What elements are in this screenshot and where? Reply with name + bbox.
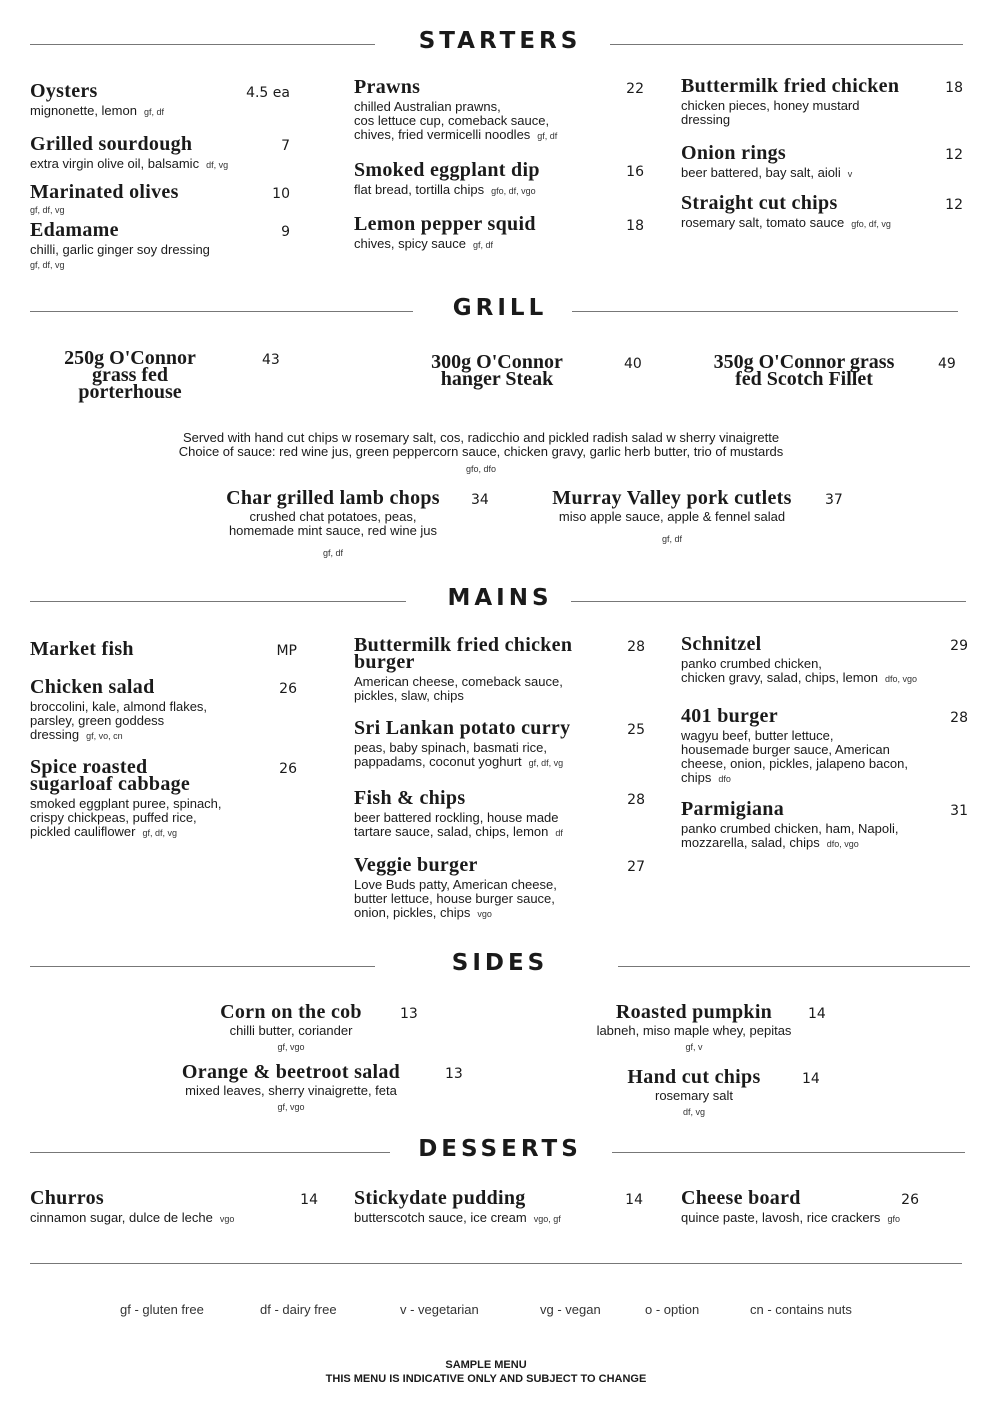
item-price: 25 — [627, 722, 645, 738]
item-name: Churros — [30, 1187, 104, 1209]
description-line — [681, 166, 963, 181]
item-price: 12 — [945, 197, 963, 213]
description-line — [30, 811, 297, 825]
dietary-tags: dfo, vgo — [885, 674, 918, 684]
sides-item — [161, 1001, 421, 1052]
description-line — [354, 741, 645, 755]
description-text: chilli, garlic ginger soy dressing — [30, 242, 210, 257]
description-text: quince paste, lavosh, rice crackers — [681, 1210, 881, 1225]
description-text: chicken pieces, honey mustard — [681, 98, 860, 113]
dietary-tags: vgo — [219, 1214, 235, 1224]
description-line — [354, 689, 645, 703]
item-name: Edamame — [30, 219, 119, 241]
description-line — [354, 811, 645, 825]
item-description — [681, 822, 968, 851]
description-text: onion, pickles, chips — [354, 905, 471, 920]
description-text: peas, baby spinach, basmati rice, — [354, 740, 547, 755]
mains-item — [681, 798, 968, 851]
description-text: mozzarella, salad, chips — [681, 835, 820, 850]
description-text: extra virgin olive oil, balsamic — [30, 156, 200, 171]
description-line — [30, 714, 297, 728]
item-description — [681, 657, 968, 686]
sides-item — [564, 1066, 824, 1117]
grill-item — [507, 487, 837, 544]
item-name: Murray Valley pork cutlets — [552, 487, 792, 509]
description-text: beer battered, bay salt, aioli — [681, 165, 841, 180]
item-name: Smoked eggplant dip — [354, 159, 540, 181]
description-text: butterscotch sauce, ice cream — [354, 1210, 527, 1225]
description-text: chicken gravy, salad, chips, lemon — [681, 670, 879, 685]
description-text: dressing — [30, 727, 80, 742]
item-name: Veggie burger — [354, 854, 478, 876]
steak-name: 250g O'Connor grass fed porterhouse — [64, 347, 196, 403]
legend-item: vg - vegan — [540, 1302, 601, 1317]
description-line — [30, 243, 290, 257]
item-price: 4.5 ea — [246, 85, 290, 101]
description-line — [354, 100, 644, 114]
mains-item — [30, 756, 297, 840]
item-description — [681, 729, 968, 786]
description-line: crushed chat potatoes, peas, — [249, 509, 417, 524]
description-line — [681, 671, 968, 686]
description-line — [354, 1211, 643, 1226]
description-line — [681, 1211, 919, 1226]
sides-item — [564, 1001, 824, 1052]
description-line — [681, 771, 968, 786]
section-divider — [30, 966, 375, 967]
item-description — [354, 237, 644, 252]
item-price: 29 — [950, 638, 968, 654]
item-description — [354, 183, 644, 198]
item-description — [30, 243, 290, 257]
description-line — [354, 237, 644, 252]
section-divider — [30, 44, 375, 45]
item-name: Corn on the cob — [220, 1001, 362, 1023]
dietary-tags: gf, df, vg — [142, 828, 178, 838]
item-description — [161, 1024, 421, 1038]
dietary-tags: gf, df — [143, 107, 164, 117]
description-line — [681, 729, 968, 743]
section-divider — [618, 966, 970, 967]
item-price: 7 — [281, 138, 290, 154]
item-description — [151, 1084, 431, 1098]
item-name: Hand cut chips — [627, 1066, 761, 1088]
item-name: Sri Lankan potato curry — [354, 717, 571, 739]
item-description — [30, 104, 290, 119]
item-name: Char grilled lamb chops — [226, 487, 440, 509]
item-price: 18 — [626, 218, 644, 234]
description-text: Love Buds patty, American cheese, — [354, 877, 557, 892]
description-text: housemade burger sauce, American — [681, 742, 890, 757]
starters-item — [30, 80, 290, 119]
section-divider — [30, 1152, 390, 1153]
description-line — [30, 700, 297, 714]
item-name: Prawns — [354, 76, 421, 98]
description-text: tartare sauce, salad, chips, lemon — [354, 824, 549, 839]
dietary-tags: df, vg — [206, 160, 229, 170]
steak-name: 350g O'Connor grass fed Scotch Fillet — [713, 351, 895, 390]
dietary-tags: gf, vo, cn — [86, 731, 123, 741]
item-price: 13 — [445, 1066, 463, 1082]
legend-item: v - vegetarian — [400, 1302, 479, 1317]
item-name: Grilled sourdough — [30, 133, 193, 155]
legend-item: o - option — [645, 1302, 700, 1317]
description-text: cinnamon sugar, dulce de leche — [30, 1210, 213, 1225]
starters-item — [30, 219, 290, 270]
desserts-item — [354, 1187, 643, 1226]
description-line: labneh, miso maple whey, pepitas — [596, 1023, 792, 1038]
dietary-tags: gf, df — [537, 131, 558, 141]
item-price: 34 — [471, 492, 489, 508]
section-title-starters: STARTERS — [418, 28, 582, 54]
steak-price: 40 — [624, 356, 642, 372]
starters-item — [354, 76, 644, 143]
item-name: Roasted pumpkin — [615, 1001, 773, 1023]
description-line — [681, 757, 968, 771]
starters-item — [354, 159, 644, 198]
description-line — [30, 825, 297, 840]
dietary-tags: gf, df, vg — [30, 205, 65, 215]
starters-item — [681, 142, 963, 181]
item-description — [507, 510, 837, 524]
desserts-item — [681, 1187, 919, 1226]
description-text: pickles, slaw, chips — [354, 688, 464, 703]
item-description — [354, 878, 645, 921]
dietary-tags: gf, df — [473, 240, 494, 250]
section-title-desserts: DESSERTS — [418, 1136, 582, 1162]
item-price: MP — [276, 643, 297, 659]
item-price: 26 — [279, 761, 297, 777]
dietary-tags: gf, v — [685, 1042, 703, 1052]
item-price: 18 — [945, 80, 963, 96]
mains-item — [354, 717, 645, 770]
item-name: 401 burger — [681, 705, 778, 727]
dietary-tags: gfo — [887, 1214, 900, 1224]
steak-name: 300g O'Connor hanger Steak — [431, 351, 563, 390]
dietary-tags: vgo — [477, 909, 492, 919]
item-description — [354, 811, 645, 840]
section-title-sides: SIDES — [451, 950, 549, 976]
description-line — [681, 113, 963, 127]
item-description — [681, 216, 963, 231]
description-text: panko crumbed chicken, ham, Napoli, — [681, 821, 899, 836]
description-text: American cheese, comeback sauce, — [354, 674, 563, 689]
item-price: 10 — [272, 186, 290, 202]
starters-item — [30, 133, 290, 172]
description-text: dressing — [681, 112, 731, 127]
item-name: Marinated olives — [30, 181, 179, 203]
description-text: chips — [681, 770, 712, 785]
section-divider — [30, 601, 406, 602]
section-title-grill: GRILL — [452, 295, 548, 321]
grill-item — [183, 487, 483, 558]
description-text: chives, fried vermicelli noodles — [354, 127, 531, 142]
dietary-tags: gf, df — [322, 548, 343, 558]
description-text: chives, spicy sauce — [354, 236, 466, 251]
dietary-tags: df — [555, 828, 563, 838]
description-line — [354, 892, 645, 906]
dietary-tags: dfo, vgo — [826, 839, 859, 849]
description-text: mignonette, lemon — [30, 103, 137, 118]
mains-item — [681, 633, 968, 686]
item-price: 13 — [400, 1006, 418, 1022]
item-description — [681, 1211, 919, 1226]
item-description — [30, 700, 297, 743]
section-title-mains: MAINS — [447, 585, 553, 611]
description-line: rosemary salt — [654, 1088, 734, 1103]
item-price: 14 — [808, 1006, 826, 1022]
item-price: 14 — [300, 1192, 318, 1208]
description-line — [681, 836, 968, 851]
dietary-tags: dfo — [718, 774, 731, 784]
item-name: Lemon pepper squid — [354, 213, 536, 235]
item-price: 37 — [825, 492, 843, 508]
dietary-tags: v — [847, 169, 853, 179]
item-price: 26 — [279, 681, 297, 697]
description-text: wagyu beef, butter lettuce, — [681, 728, 834, 743]
description-text: broccolini, kale, almond flakes, — [30, 699, 208, 714]
description-line — [354, 183, 644, 198]
item-description — [564, 1024, 824, 1038]
item-description — [183, 510, 483, 538]
mains-item — [681, 705, 968, 786]
item-name: Onion rings — [681, 142, 786, 164]
dietary-tags: gfo, dfo — [465, 464, 497, 474]
description-line — [354, 675, 645, 689]
item-name: Schnitzel — [681, 633, 762, 655]
description-line — [30, 1211, 318, 1226]
item-name: Oysters — [30, 80, 98, 102]
description-text: pickled cauliflower — [30, 824, 136, 839]
description-line: homemade mint sauce, red wine jus — [228, 523, 438, 538]
description-text: rosemary salt, tomato sauce — [681, 215, 845, 230]
dietary-tags: gf, df — [661, 534, 682, 544]
description-text: parsley, green goddess — [30, 713, 165, 728]
description-text: beer battered rockling, house made — [354, 810, 559, 825]
description-line — [681, 657, 968, 671]
starters-item — [681, 75, 963, 127]
dietary-tags: gf, vgo — [277, 1102, 305, 1112]
sides-item — [151, 1061, 431, 1112]
description-text: flat bread, tortilla chips — [354, 182, 485, 197]
legend-item: gf - gluten free — [120, 1302, 204, 1317]
starters-item — [681, 192, 963, 231]
item-name: Market fish — [30, 638, 134, 660]
item-description — [354, 1211, 643, 1226]
item-price: 28 — [627, 792, 645, 808]
item-description — [30, 1211, 318, 1226]
dietary-tags: gf, df, vg — [528, 758, 564, 768]
section-divider — [30, 311, 413, 312]
item-name: Fish & chips — [354, 787, 466, 809]
item-price: 22 — [626, 81, 644, 97]
description-line: miso apple sauce, apple & fennel salad — [558, 509, 786, 524]
item-price: 27 — [627, 859, 645, 875]
description-line — [354, 128, 644, 143]
footer-line: THIS MENU IS INDICATIVE ONLY AND SUBJECT TO CHANGE — [325, 1373, 647, 1385]
item-price: 26 — [901, 1192, 919, 1208]
dietary-tags: gf, vgo — [277, 1042, 305, 1052]
mains-item — [30, 676, 297, 743]
item-price: 12 — [945, 147, 963, 163]
item-description — [564, 1089, 824, 1103]
dietary-tags: gfo, df, vg — [851, 219, 891, 229]
item-name: Buttermilk fried chicken — [681, 75, 900, 97]
desserts-item — [30, 1187, 318, 1226]
item-price: 16 — [626, 164, 644, 180]
dietary-tags: gfo, df, vgo — [491, 186, 536, 196]
description-line — [354, 906, 645, 921]
description-line: mixed leaves, sherry vinaigrette, feta — [185, 1083, 397, 1098]
item-description — [30, 157, 290, 172]
section-divider — [571, 601, 966, 602]
description-text: smoked eggplant puree, spinach, — [30, 796, 222, 811]
description-line: chilli butter, coriander — [229, 1023, 353, 1038]
description-line — [354, 755, 645, 770]
description-line — [354, 825, 645, 840]
mains-item — [354, 787, 645, 840]
legend-item: cn - contains nuts — [750, 1302, 852, 1317]
grill-note-line: Choice of sauce: red wine jus, green peppercorn sauce, chicken gravy, garlic herb butter, trio of mustards — [178, 444, 784, 459]
item-price: 14 — [625, 1192, 643, 1208]
description-text: crispy chickpeas, puffed rice, — [30, 810, 197, 825]
description-text: cheese, onion, pickles, jalapeno bacon, — [681, 756, 908, 771]
starters-item — [354, 213, 644, 252]
dietary-tags: df, vg — [682, 1107, 705, 1117]
item-price: 28 — [950, 710, 968, 726]
footer-divider — [30, 1263, 962, 1264]
item-price: 14 — [802, 1071, 820, 1087]
legend-item: df - dairy free — [260, 1302, 337, 1317]
item-description — [30, 797, 297, 840]
description-text: panko crumbed chicken, — [681, 656, 822, 671]
section-divider — [572, 311, 958, 312]
item-description — [354, 100, 644, 143]
item-name: Chicken salad — [30, 676, 155, 698]
steak-price: 49 — [938, 356, 956, 372]
footer-line: SAMPLE MENU — [445, 1359, 527, 1371]
item-name: Stickydate pudding — [354, 1187, 526, 1209]
item-description — [354, 741, 645, 770]
description-text: pappadams, coconut yoghurt — [354, 754, 522, 769]
description-line — [681, 216, 963, 231]
item-name: Straight cut chips — [681, 192, 838, 214]
item-price: 9 — [281, 224, 290, 240]
item-name: Spice roasted sugarloaf cabbage — [30, 756, 191, 795]
description-line — [30, 797, 297, 811]
item-description — [681, 166, 963, 181]
item-name: Parmigiana — [681, 798, 784, 820]
dietary-tags: vgo, gf — [533, 1214, 561, 1224]
description-line — [30, 728, 297, 743]
item-name: Cheese board — [681, 1187, 801, 1209]
description-text: chilled Australian prawns, — [354, 99, 501, 114]
section-divider — [612, 1152, 965, 1153]
description-line — [681, 99, 963, 113]
item-description — [681, 99, 963, 127]
item-name: Orange & beetroot salad — [181, 1061, 401, 1083]
item-price: 28 — [627, 639, 645, 655]
mains-item — [30, 638, 297, 662]
dietary-tags: gf, df, vg — [30, 260, 65, 270]
item-price: 31 — [950, 803, 968, 819]
mains-item — [354, 854, 645, 921]
description-line — [681, 822, 968, 836]
description-line — [30, 104, 290, 119]
description-text: butter lettuce, house burger sauce, — [354, 891, 555, 906]
item-name: Buttermilk fried chicken burger — [354, 634, 573, 673]
item-description — [354, 675, 645, 703]
grill-note-line: Served with hand cut chips w rosemary salt, cos, radicchio and pickled radish salad w sherry vinaigrette — [182, 430, 780, 445]
mains-item — [354, 634, 645, 703]
section-divider — [610, 44, 963, 45]
steak-price: 43 — [262, 352, 280, 368]
description-line — [30, 157, 290, 172]
description-line — [354, 878, 645, 892]
description-line — [354, 114, 644, 128]
starters-item — [30, 181, 290, 215]
description-line — [681, 743, 968, 757]
description-text: cos lettuce cup, comeback sauce, — [354, 113, 550, 128]
